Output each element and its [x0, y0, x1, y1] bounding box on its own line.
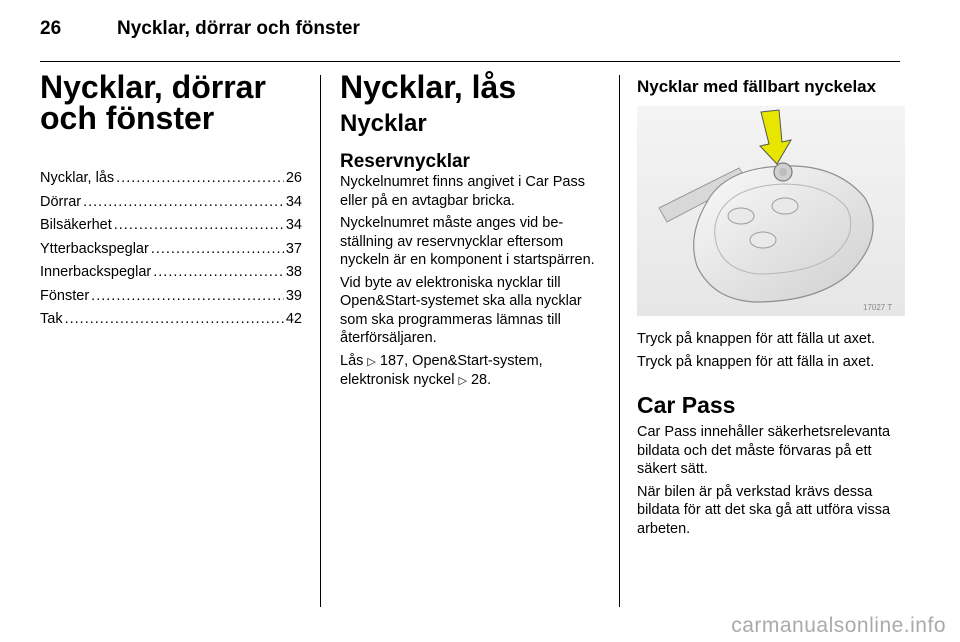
toc-item[interactable]: [40, 217, 302, 241]
arrow-icon: ▷: [458, 375, 467, 387]
toc-label: Nycklar, lås: [40, 170, 115, 186]
figure-code: 17027 T: [863, 303, 893, 312]
toc-item[interactable]: [40, 264, 302, 288]
toc-item[interactable]: [40, 288, 302, 312]
toc-page: 26: [285, 170, 302, 186]
column-divider-1: [320, 75, 321, 607]
toc-leader: [151, 241, 284, 257]
watermark: carmanualsonline.info: [731, 614, 946, 637]
toc-page: 34: [285, 193, 302, 210]
column-divider-2: [619, 75, 620, 607]
toc-page: 34: [285, 217, 302, 233]
toc-leader: [153, 264, 284, 280]
toc-item[interactable]: [40, 311, 302, 335]
paragraph: Tryck på knappen för att fälla in axet.: [637, 353, 875, 370]
toc-page: 42: [285, 311, 302, 327]
page-number: 26: [40, 18, 62, 39]
text: 187, Open&Start-system, elektronisk nyckel: [340, 352, 543, 388]
keys-column: [340, 69, 605, 395]
foldable-key-column: [637, 76, 905, 542]
paragraph-crossref: [340, 352, 605, 391]
paragraph: Car Pass innehåller säkerhetsrelevanta bildata och det måste förvaras på ett säkert sätt.: [637, 424, 891, 477]
toc-item[interactable]: [40, 194, 302, 218]
paragraph: Vid byte av elektroniska nycklar till Open&Start-systemet ska alla nycklar som ska programmeras lämnas till återförsäljaren.: [340, 274, 582, 346]
toc-page: 38: [285, 264, 302, 280]
toc-item[interactable]: [40, 170, 302, 194]
toc-page: 37: [285, 240, 302, 257]
toc-label: Tak: [40, 311, 63, 327]
subsection-title: Nycklar: [340, 110, 427, 137]
section-title: Nycklar, lås: [340, 69, 517, 105]
table-of-contents: [40, 170, 302, 335]
toc-leader: [114, 217, 284, 233]
paragraph: Nyckelnumret finns angivet i Car Pass eller på en avtagbar bricka.: [340, 174, 585, 209]
toc-label: Fönster: [40, 287, 90, 304]
toc-leader: [91, 288, 284, 304]
toc-leader: [116, 170, 284, 186]
toc-page: 39: [285, 287, 302, 304]
paragraph: Nyckelnumret måste anges vid beställning av reservnycklar eftersom nyckeln är en komponent i startspärren.: [340, 215, 595, 268]
toc-item[interactable]: [40, 241, 302, 265]
folding-key-illustration: [637, 106, 905, 316]
chapter-column: [40, 69, 302, 335]
topic-heading: Nycklar med fällbart nyckelax: [637, 77, 877, 96]
toc-leader: [65, 311, 284, 327]
paragraph: Tryck på knappen för att fälla ut axet.: [637, 331, 876, 347]
paragraph: När bilen är på verkstad krävs dessa bildata för att det ska gå att utföra vissa arbeten.: [637, 483, 891, 537]
text: Lås: [340, 352, 364, 369]
car-pass-title: Car Pass: [637, 392, 736, 418]
running-header-title: Nycklar, dörrar och fönster: [117, 18, 360, 39]
arrow-icon: ▷: [367, 355, 376, 368]
toc-label: Ytterbackspeglar: [40, 240, 149, 257]
topic-heading: Reservnycklar: [340, 151, 470, 172]
toc-label: Innerbackspeglar: [40, 264, 152, 280]
toc-leader: [83, 194, 284, 210]
header-rule: [40, 61, 900, 62]
toc-label: Bilsäkerhet: [40, 217, 112, 233]
text: 28.: [470, 372, 492, 388]
chapter-title: Nycklar, dörrar och fönster: [40, 69, 266, 136]
toc-label: Dörrar: [40, 193, 82, 210]
